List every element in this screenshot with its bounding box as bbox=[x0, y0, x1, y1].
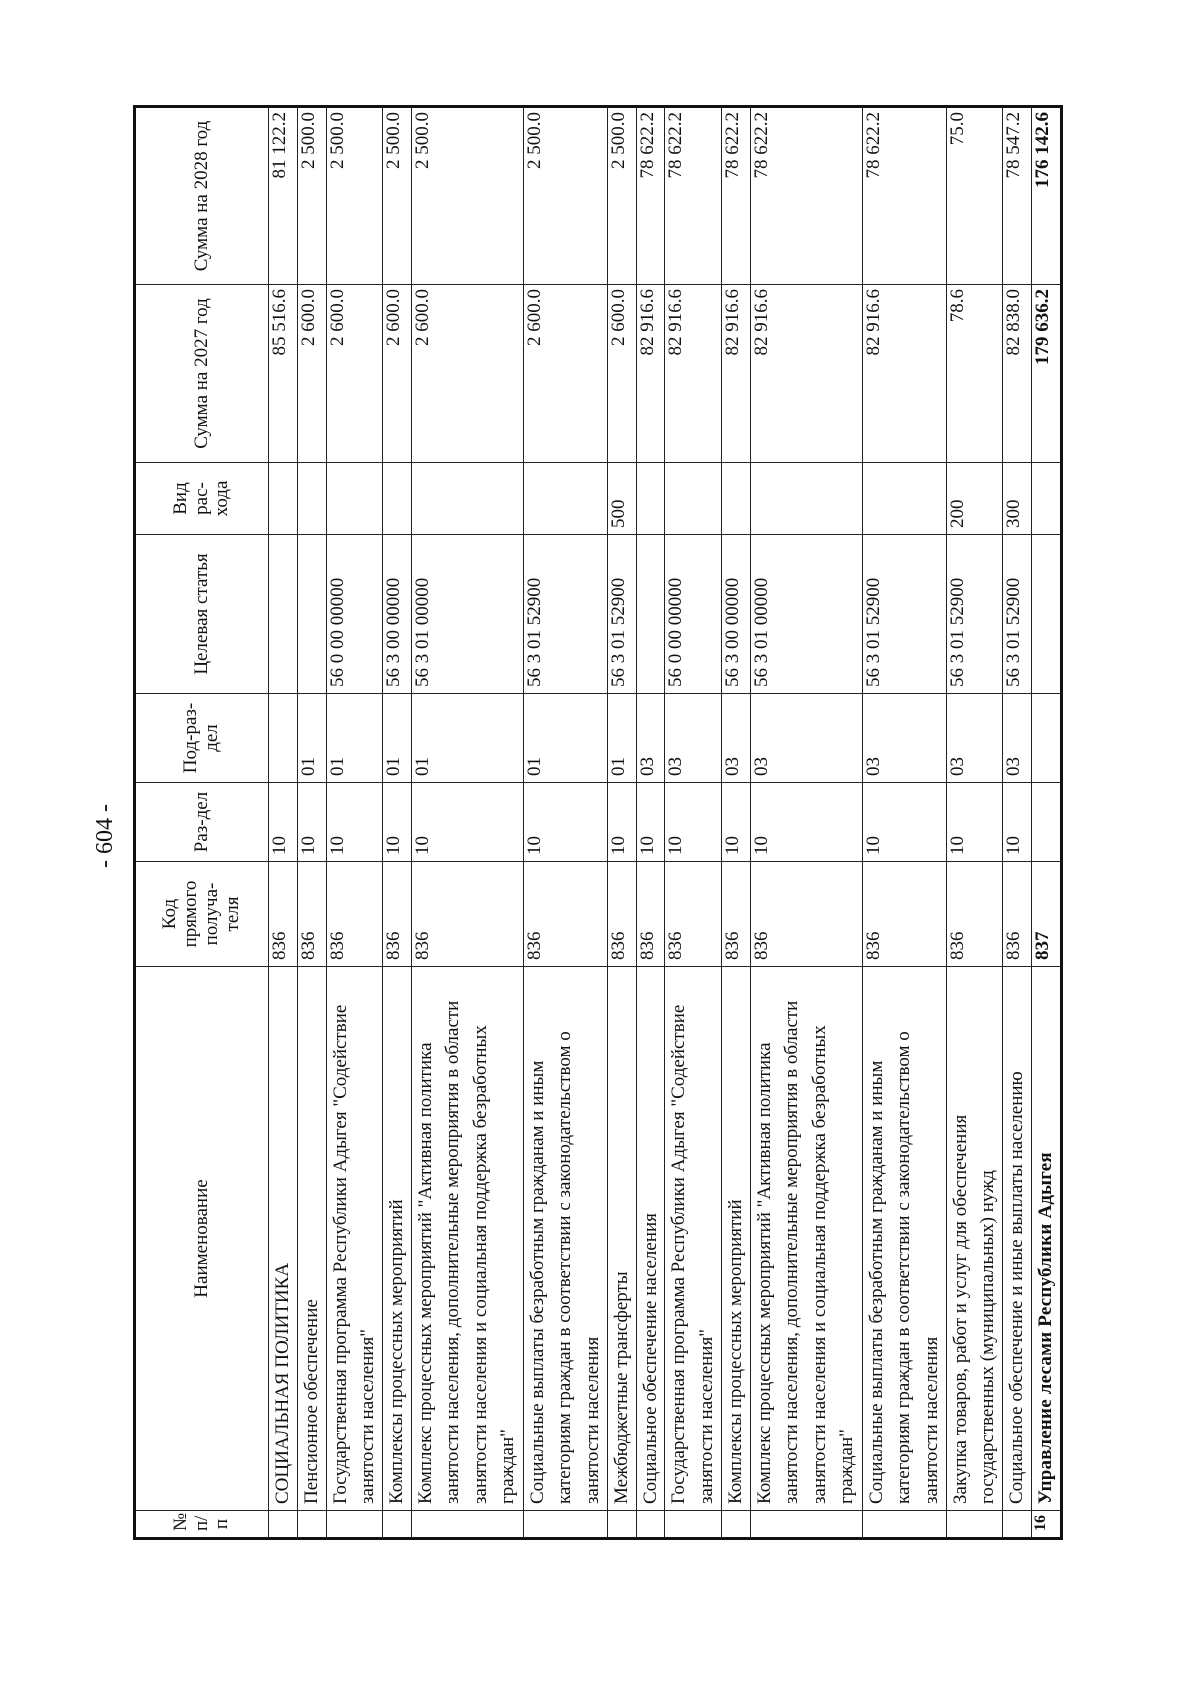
cell-subsection bbox=[269, 694, 298, 783]
table-row bbox=[636, 107, 665, 1539]
cell-sum2027: 82 916.6 bbox=[721, 285, 750, 463]
cell-sum2028: 75.0 bbox=[946, 107, 1002, 285]
cell-name: Комплекс процессных мероприятий "Активная политика занятости населения, дополнительные мероприятия в области занятости населения и социальная поддержка безработных граждан" bbox=[411, 967, 523, 1511]
table-row bbox=[411, 107, 523, 1539]
cell-target: 56 3 01 52900 bbox=[1003, 535, 1032, 694]
header-section: Раз-дел bbox=[135, 783, 269, 862]
cell-sum2027: 82 838.0 bbox=[1003, 285, 1032, 463]
cell-target: 56 3 01 52900 bbox=[607, 535, 636, 694]
cell-target: 56 3 01 00000 bbox=[750, 535, 862, 694]
cell-num bbox=[269, 1511, 298, 1539]
cell-code: 836 bbox=[326, 862, 382, 967]
cell-name: Пенсионное обеспечение bbox=[297, 967, 326, 1511]
header-sum-2027: Сумма на 2027 год bbox=[135, 285, 269, 463]
cell-num bbox=[721, 1511, 750, 1539]
cell-subsection bbox=[1032, 694, 1062, 783]
cell-section: 10 bbox=[862, 783, 946, 862]
cell-target bbox=[1032, 535, 1062, 694]
cell-num bbox=[636, 1511, 665, 1539]
cell-target: 56 0 00 00000 bbox=[665, 535, 721, 694]
cell-subsection: 03 bbox=[862, 694, 946, 783]
cell-sum2027: 82 916.6 bbox=[636, 285, 665, 463]
table-row bbox=[1032, 107, 1062, 1539]
cell-target bbox=[636, 535, 665, 694]
cell-sum2028: 176 142.6 bbox=[1032, 107, 1062, 285]
budget-table-container bbox=[133, 108, 1063, 1540]
cell-sum2028: 78 547.2 bbox=[1003, 107, 1032, 285]
cell-sum2027: 82 916.6 bbox=[750, 285, 862, 463]
cell-kind bbox=[411, 463, 523, 535]
cell-kind bbox=[326, 463, 382, 535]
cell-subsection: 01 bbox=[326, 694, 382, 783]
cell-section: 10 bbox=[636, 783, 665, 862]
cell-code: 836 bbox=[382, 862, 411, 967]
cell-sum2028: 78 622.2 bbox=[862, 107, 946, 285]
cell-sum2028: 81 122.2 bbox=[269, 107, 298, 285]
cell-target: 56 3 01 00000 bbox=[411, 535, 523, 694]
cell-code: 836 bbox=[411, 862, 523, 967]
cell-section: 10 bbox=[1003, 783, 1032, 862]
table-row bbox=[297, 107, 326, 1539]
cell-kind bbox=[297, 463, 326, 535]
header-subsection: Под-раз-дел bbox=[135, 694, 269, 783]
cell-kind bbox=[862, 463, 946, 535]
cell-code: 836 bbox=[269, 862, 298, 967]
table-row bbox=[750, 107, 862, 1539]
table-row bbox=[862, 107, 946, 1539]
cell-num bbox=[297, 1511, 326, 1539]
cell-num bbox=[1003, 1511, 1032, 1539]
cell-section: 10 bbox=[946, 783, 1002, 862]
cell-name: Государственная программа Республики Адыгея "Содействие занятости населения" bbox=[326, 967, 382, 1511]
cell-kind: 300 bbox=[1003, 463, 1032, 535]
cell-kind: 200 bbox=[946, 463, 1002, 535]
cell-sum2028: 78 622.2 bbox=[750, 107, 862, 285]
cell-name: Комплексы процессных мероприятий bbox=[382, 967, 411, 1511]
budget-table bbox=[133, 105, 1063, 1540]
cell-sum2027: 78.6 bbox=[946, 285, 1002, 463]
cell-num bbox=[326, 1511, 382, 1539]
cell-section: 10 bbox=[326, 783, 382, 862]
cell-sum2027: 2 600.0 bbox=[411, 285, 523, 463]
cell-sum2027: 2 600.0 bbox=[523, 285, 607, 463]
cell-section: 10 bbox=[665, 783, 721, 862]
cell-sum2028: 2 500.0 bbox=[297, 107, 326, 285]
cell-subsection: 03 bbox=[721, 694, 750, 783]
cell-kind bbox=[269, 463, 298, 535]
cell-sum2027: 2 600.0 bbox=[297, 285, 326, 463]
cell-num: 16 bbox=[1032, 1511, 1062, 1539]
cell-name: Социальное обеспечение и иные выплаты населению bbox=[1003, 967, 1032, 1511]
cell-sum2027: 2 600.0 bbox=[607, 285, 636, 463]
cell-target: 56 3 01 52900 bbox=[946, 535, 1002, 694]
cell-subsection: 03 bbox=[946, 694, 1002, 783]
cell-target: 56 0 00 00000 bbox=[326, 535, 382, 694]
cell-num bbox=[607, 1511, 636, 1539]
cell-kind bbox=[665, 463, 721, 535]
table-row bbox=[721, 107, 750, 1539]
cell-name: Социальные выплаты безработным гражданам и иным категориям граждан в соответствии с законодательством о занятости населения bbox=[523, 967, 607, 1511]
cell-name: Закупка товаров, работ и услуг для обеспечения государственных (муниципальных) нужд bbox=[946, 967, 1002, 1511]
cell-name: Межбюджетные трансферты bbox=[607, 967, 636, 1511]
cell-target: 56 3 00 00000 bbox=[382, 535, 411, 694]
cell-section: 10 bbox=[523, 783, 607, 862]
cell-sum2028: 2 500.0 bbox=[326, 107, 382, 285]
cell-sum2028: 78 622.2 bbox=[636, 107, 665, 285]
cell-section: 10 bbox=[297, 783, 326, 862]
cell-section: 10 bbox=[750, 783, 862, 862]
cell-section: 10 bbox=[411, 783, 523, 862]
cell-num bbox=[382, 1511, 411, 1539]
cell-kind bbox=[1032, 463, 1062, 535]
cell-subsection: 01 bbox=[523, 694, 607, 783]
cell-kind bbox=[636, 463, 665, 535]
cell-code: 836 bbox=[862, 862, 946, 967]
cell-subsection: 03 bbox=[1003, 694, 1032, 783]
cell-sum2027: 82 916.6 bbox=[665, 285, 721, 463]
cell-num bbox=[946, 1511, 1002, 1539]
cell-sum2027: 2 600.0 bbox=[326, 285, 382, 463]
cell-code: 836 bbox=[665, 862, 721, 967]
table-row bbox=[382, 107, 411, 1539]
cell-section: 10 bbox=[607, 783, 636, 862]
cell-sum2028: 2 500.0 bbox=[523, 107, 607, 285]
cell-kind bbox=[523, 463, 607, 535]
cell-name: Управление лесами Республики Адыгея bbox=[1032, 967, 1062, 1511]
cell-kind: 500 bbox=[607, 463, 636, 535]
table-row bbox=[607, 107, 636, 1539]
header-target: Целевая статья bbox=[135, 535, 269, 694]
cell-sum2027: 85 516.6 bbox=[269, 285, 298, 463]
cell-section: 10 bbox=[269, 783, 298, 862]
header-num: № п/п bbox=[135, 1511, 269, 1539]
cell-target: 56 3 01 52900 bbox=[862, 535, 946, 694]
cell-code: 836 bbox=[523, 862, 607, 967]
cell-sum2028: 78 622.2 bbox=[721, 107, 750, 285]
cell-section: 10 bbox=[382, 783, 411, 862]
cell-kind bbox=[382, 463, 411, 535]
cell-name: Комплекс процессных мероприятий "Активная политика занятости населения, дополнительные мероприятия в области занятости населения и социальная поддержка безработных граждан" bbox=[750, 967, 862, 1511]
cell-code: 836 bbox=[946, 862, 1002, 967]
cell-num bbox=[750, 1511, 862, 1539]
cell-target bbox=[297, 535, 326, 694]
cell-sum2028: 2 500.0 bbox=[382, 107, 411, 285]
page-number: - 604 - bbox=[92, 804, 118, 868]
cell-subsection: 03 bbox=[636, 694, 665, 783]
cell-code: 836 bbox=[1003, 862, 1032, 967]
cell-code: 837 bbox=[1032, 862, 1062, 967]
cell-name: Комплексы процессных мероприятий bbox=[721, 967, 750, 1511]
cell-section bbox=[1032, 783, 1062, 862]
cell-name: Социальное обеспечение населения bbox=[636, 967, 665, 1511]
cell-kind bbox=[721, 463, 750, 535]
cell-num bbox=[665, 1511, 721, 1539]
cell-code: 836 bbox=[750, 862, 862, 967]
cell-sum2028: 2 500.0 bbox=[607, 107, 636, 285]
cell-num bbox=[523, 1511, 607, 1539]
cell-code: 836 bbox=[297, 862, 326, 967]
cell-code: 836 bbox=[607, 862, 636, 967]
cell-target: 56 3 01 52900 bbox=[523, 535, 607, 694]
header-row bbox=[135, 107, 269, 1539]
cell-sum2028: 78 622.2 bbox=[665, 107, 721, 285]
header-name: Наименование bbox=[135, 967, 269, 1511]
table-row bbox=[523, 107, 607, 1539]
cell-sum2027: 179 636.2 bbox=[1032, 285, 1062, 463]
cell-num bbox=[862, 1511, 946, 1539]
cell-subsection: 01 bbox=[411, 694, 523, 783]
cell-subsection: 01 bbox=[382, 694, 411, 783]
cell-name: СОЦИАЛЬНАЯ ПОЛИТИКА bbox=[269, 967, 298, 1511]
cell-subsection: 03 bbox=[665, 694, 721, 783]
cell-target bbox=[269, 535, 298, 694]
cell-name: Государственная программа Республики Адыгея "Содействие занятости населения" bbox=[665, 967, 721, 1511]
cell-sum2027: 2 600.0 bbox=[382, 285, 411, 463]
header-code: Код прямого получа-теля bbox=[135, 862, 269, 967]
cell-subsection: 03 bbox=[750, 694, 862, 783]
cell-section: 10 bbox=[721, 783, 750, 862]
cell-code: 836 bbox=[721, 862, 750, 967]
cell-num bbox=[411, 1511, 523, 1539]
table-row bbox=[946, 107, 1002, 1539]
table-row bbox=[665, 107, 721, 1539]
cell-code: 836 bbox=[636, 862, 665, 967]
cell-kind bbox=[750, 463, 862, 535]
cell-name: Социальные выплаты безработным гражданам и иным категориям граждан в соответствии с законодательством о занятости населения bbox=[862, 967, 946, 1511]
cell-subsection: 01 bbox=[607, 694, 636, 783]
header-sum-2028: Сумма на 2028 год bbox=[135, 107, 269, 285]
table-row bbox=[326, 107, 382, 1539]
table-row bbox=[1003, 107, 1032, 1539]
cell-sum2028: 2 500.0 bbox=[411, 107, 523, 285]
table-row bbox=[269, 107, 298, 1539]
header-kind: Вид рас-хода bbox=[135, 463, 269, 535]
cell-target: 56 3 00 00000 bbox=[721, 535, 750, 694]
cell-subsection: 01 bbox=[297, 694, 326, 783]
cell-sum2027: 82 916.6 bbox=[862, 285, 946, 463]
